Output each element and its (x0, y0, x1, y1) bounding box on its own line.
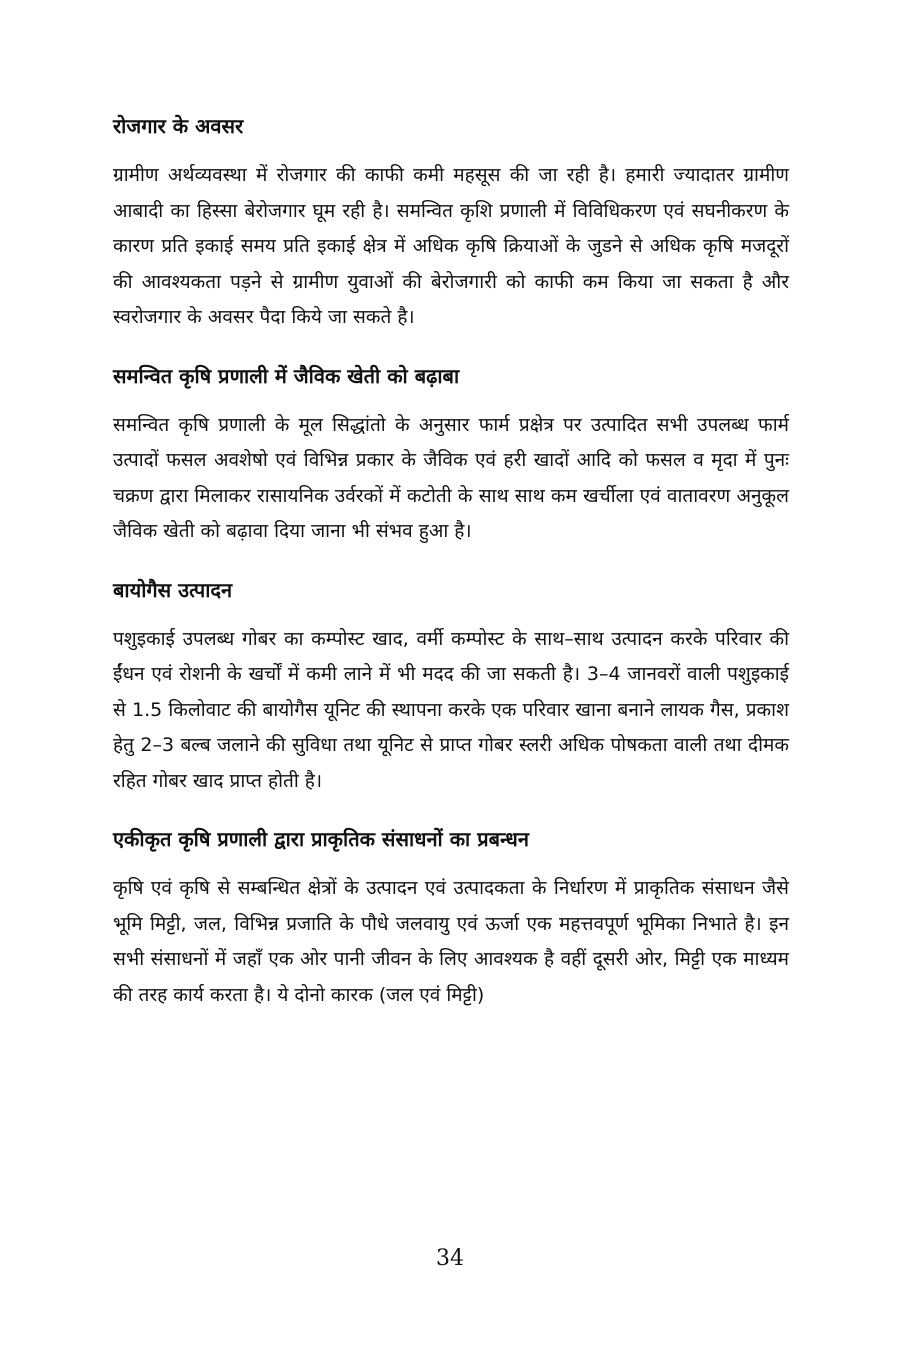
section-body-employment: ग्रामीण अर्थव्यवस्था में रोजगार की काफी कमी महसूस की जा रही है। हमारी ज्यादातर ग्रामीण आबादी का हिस्सा बेरोजगार घूम रही है। समन्वित कृशि प्रणाली में विविधिकरण एवं सघनीकरण के कारण प्रति इकाई समय प्रति इकाई क्षेत्र में अधिक कृषि क्रियाओं के जुडने से अधिक कृषि मजदूरों की आवश्यकता पड़ने से ग्रामीण युवाओं की बेरोजगारी को काफी कम किया जा सकता है और स्वरोजगार के अवसर पैदा किये जा सकते है। (113, 164, 789, 328)
section-heading-biogas: बायोगैस उत्पादन (113, 577, 233, 602)
section-heading-natural-resources: एकीकृत कृषि प्रणाली द्वारा प्राकृतिक संसाधनों का प्रबन्धन (113, 827, 529, 851)
section-body-organic-farming: समन्वित कृषि प्रणाली के मूल सिद्धांतो के अनुसार फार्म प्रक्षेत्र पर उत्पादित सभी उपलब्ध फार्म उत्पादों फसल अवशेषो एवं विभिन्न प्रकार के जैविक एवं हरी खादों आदि को फसल व मृदा में पुनः चक्रण द्वारा मिलाकर रासायनिक उर्वरकों में कटोती के साथ साथ कम खर्चीला एवं वातावरण अनुकूल जैविक खेती को बढ़ावा दिया जाना भी संभव हुआ है। (113, 413, 789, 542)
section-body-natural-resources: कृषि एवं कृषि से सम्बन्धित क्षेत्रों के उत्पादन एवं उत्पादकता के निर्धारण में प्राकृतिक संसाधन जैसे भूमि मिट्टी, जल, विभिन्न प्रजाति के पौधे जलवायु एवं ऊर्जा एक महत्तवपूर्ण भूमिका निभाते है। इन सभी संसाधनों में जहाँ एक ओर पानी जीवन के लिए आवश्यक है वहीं दूसरी ओर, मिट्टी एक माध्यम की तरह कार्य करता है। ये दोनो कारक (जल एवं मिट्टी) (113, 877, 789, 1006)
page-number: 34 (436, 1246, 464, 1271)
page-content (113, 108, 789, 1035)
section-body-biogas: पशुइकाई उपलब्ध गोबर का कम्पोस्ट खाद, वर्मी कम्पोस्ट के साथ–साथ उत्पादन करके परिवार की ईंधन एवं रोशनी के खर्चों में कमी लाने में भी मदद की जा सकती है। 3–4 जानवरों वाली पशुइकाई से 1.5 किलोवाट की बायोगैस यूनिट की स्थापना करके एक परिवार खाना बनाने लायक गैस, प्रकाश हेतु 2–3 बल्ब जलाने की सुविधा तथा यूनिट से प्राप्त गोबर स्लरी अधिक पोषकता वाली तथा दीमक रहित गोबर खाद प्राप्त होती है। (113, 627, 789, 792)
section-heading-employment: रोजगार के अवसर (113, 114, 244, 138)
section-heading-organic-farming: समन्वित कृषि प्रणाली में जैविक खेती को बढ़ाबा (113, 363, 460, 388)
